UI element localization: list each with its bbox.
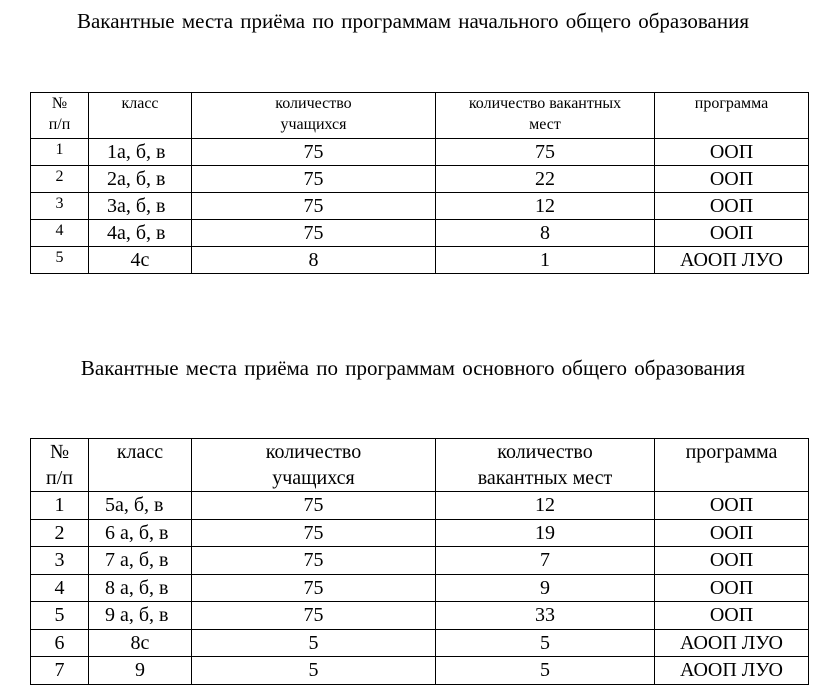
cell-class: 4с (89, 247, 192, 274)
header-students (192, 93, 436, 139)
cell-num: 4 (31, 574, 89, 602)
cell-num: 1 (31, 139, 89, 166)
cell-num: 5 (31, 602, 89, 630)
header-vacant-line-1: количество (497, 441, 593, 463)
cell-num: 1 (31, 492, 89, 520)
cell-vacant: 1 (436, 247, 655, 274)
table-row (31, 547, 809, 575)
table-header-row (31, 439, 809, 492)
cell-students: 5 (192, 657, 436, 685)
cell-program: ООП (655, 220, 809, 247)
cell-vacant: 5 (436, 629, 655, 657)
header-num (31, 439, 89, 492)
cell-students: 75 (192, 547, 436, 575)
cell-class: 9 (89, 657, 192, 685)
table-row (31, 574, 809, 602)
cell-program: ООП (655, 602, 809, 630)
cell-students: 8 (192, 247, 436, 274)
cell-students: 75 (192, 166, 436, 193)
table-row (31, 247, 809, 274)
cell-num: 6 (31, 629, 89, 657)
table-row (31, 139, 809, 166)
cell-program: ООП (655, 139, 809, 166)
table-header-row (31, 93, 809, 139)
cell-class: 7 а, б, в (89, 547, 192, 575)
cell-program: АООП ЛУО (655, 247, 809, 274)
header-num-line-2: п/п (48, 116, 71, 133)
cell-vacant: 9 (436, 574, 655, 602)
header-vacant-line-2: вакантных мест (477, 467, 613, 489)
cell-program: ООП (655, 519, 809, 547)
cell-students: 5 (192, 629, 436, 657)
header-num-line-1: № (49, 441, 70, 463)
cell-program: ООП (655, 547, 809, 575)
table-row (31, 602, 809, 630)
cell-num: 7 (31, 657, 89, 685)
cell-vacant: 12 (436, 492, 655, 520)
header-students-line-2: учащихся (272, 467, 355, 489)
cell-students: 75 (192, 220, 436, 247)
cell-vacant: 7 (436, 547, 655, 575)
cell-program: АООП ЛУО (655, 657, 809, 685)
section-2-title: Вакантные места приёма по программам основного общего образования (80, 356, 746, 380)
cell-students: 75 (192, 193, 436, 220)
cell-vacant: 12 (436, 193, 655, 220)
cell-vacant: 75 (436, 139, 655, 166)
table-row (31, 220, 809, 247)
cell-program: ООП (655, 166, 809, 193)
cell-class: 9 а, б, в (89, 602, 192, 630)
cell-students: 75 (192, 602, 436, 630)
header-students-line-1: количество (265, 441, 362, 463)
header-num-line-1: № (51, 95, 68, 112)
cell-class: 2а, б, в (89, 166, 192, 193)
table-row (31, 492, 809, 520)
table-row (31, 629, 809, 657)
cell-vacant: 33 (436, 602, 655, 630)
cell-num: 2 (31, 166, 89, 193)
cell-program: АООП ЛУО (655, 629, 809, 657)
section-1-title: Вакантные места приёма по программам начального общего образования (76, 9, 749, 33)
cell-num: 3 (31, 547, 89, 575)
cell-num: 2 (31, 519, 89, 547)
cell-vacant: 5 (436, 657, 655, 685)
header-program: программа (655, 439, 809, 492)
header-students-line-2: учащихся (280, 116, 347, 133)
basic-education-vacancy-table (30, 438, 809, 685)
header-num (31, 93, 89, 139)
table-row (31, 166, 809, 193)
cell-program: ООП (655, 492, 809, 520)
cell-program: ООП (655, 574, 809, 602)
cell-class: 1а, б, в (89, 139, 192, 166)
cell-num: 5 (31, 247, 89, 274)
cell-students: 75 (192, 519, 436, 547)
cell-program: ООП (655, 193, 809, 220)
cell-students: 75 (192, 492, 436, 520)
header-program: программа (655, 93, 809, 139)
cell-num: 4 (31, 220, 89, 247)
table-row (31, 193, 809, 220)
primary-education-vacancy-table (30, 92, 809, 274)
cell-students: 75 (192, 574, 436, 602)
header-students (192, 439, 436, 492)
table-row (31, 657, 809, 685)
cell-class: 8с (89, 629, 192, 657)
header-vacant-line-1: количество вакантных (468, 95, 622, 112)
header-class: класс (89, 93, 192, 139)
cell-class: 8 а, б, в (89, 574, 192, 602)
table-row (31, 519, 809, 547)
cell-vacant: 8 (436, 220, 655, 247)
cell-class: 5а, б, в (89, 492, 192, 520)
cell-class: 4а, б, в (89, 220, 192, 247)
header-num-line-2: п/п (46, 467, 73, 489)
cell-vacant: 22 (436, 166, 655, 193)
cell-class: 6 а, б, в (89, 519, 192, 547)
header-vacant-line-2: мест (529, 116, 561, 133)
cell-vacant: 19 (436, 519, 655, 547)
cell-num: 3 (31, 193, 89, 220)
header-class: класс (89, 439, 192, 492)
header-students-line-1: количество (275, 95, 352, 112)
header-vacant (436, 439, 655, 492)
cell-students: 75 (192, 139, 436, 166)
cell-class: 3а, б, в (89, 193, 192, 220)
header-vacant (436, 93, 655, 139)
